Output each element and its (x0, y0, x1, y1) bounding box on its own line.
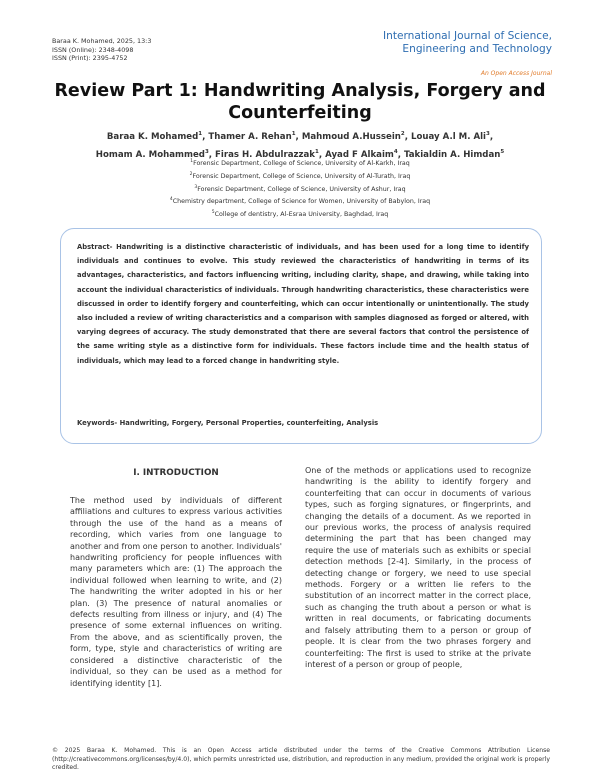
paper-title (40, 80, 560, 124)
issn-print: ISSN (Print): 2395-4752 (52, 54, 128, 63)
journal-name (383, 30, 552, 56)
affiliation: $^2$Forensic Department, College of Science, University of Al-Turath, Iraq (189, 171, 411, 180)
author: Mahmoud A.Hussein$^2$ (301, 131, 405, 142)
author: Louay A.l M. Ali$^3$ (411, 131, 490, 142)
journal-name-line1: International Journal of Science, (383, 30, 552, 42)
author: Takialdin A. Himdan$^5$ (403, 149, 505, 161)
issn-online: ISSN (Online): 2348-4098 (52, 45, 134, 54)
paper-title-line1: Review Part 1: Handwriting Analysis, Forgery and (54, 81, 546, 101)
author: Baraa K. Mohamed$^1$ (106, 131, 203, 142)
license-footer: © 2025 Baraa K. Mohamed. This is an Open Access article distributed under the terms of the Creative Commons Attribution License (http://creativecommons.org/licenses/by/4.0), which permits unrestricted use, distribution, and reproduction in any medium, provided the original work is properly credited. (52, 747, 550, 772)
author-list: Baraa K. Mohamed$^1$, Thamer A. Rehan$^1$, Mahmoud A.Hussein$^2$, Louay A.l M. Ali$^3$, Homam A. Mohammed$^3$, Firas H. Abdulrazzak$^1$, Ayad F Alkaim$^4$, Takialdin A. Himdan$^5$ (95, 131, 505, 161)
author: Ayad F Alkaim$^4$ (325, 149, 398, 161)
citation-block (52, 37, 151, 63)
affiliation: $^5$College of dentistry, Al-Esraa University, Baghdad, Iraq (211, 210, 389, 219)
affiliation: $^1$Forensic Department, College of Science, University of Al-Karkh, Iraq (190, 159, 410, 168)
author: Thamer A. Rehan$^1$ (208, 131, 296, 142)
intro-column-right: One of the methods or applications used to recognize handwriting is the ability to identify forgery and counterfeiting that can occur in documents of various types, such as forging signatures, or fingerprints, and changing the details of a document. As we reported in our previous works, the process of analysis required determining the part that has been changed may require the use of materials such as exhibits or special detection methods [2-4]. Similarly, in the process of detecting change or forgery, we need to use special methods. Forgery or a written lie refers to the substitution of an incorrect matter in the correct place, such as changing the truth about a person or what is written in real documents, or fabricating documents and falsely attributing them to a person or group of people. It is clear from the two phrases forgery and counterfeiting: The first is used to strike at the private interest of a person or group of people, (305, 466, 531, 669)
abstract-text: Abstract- Handwriting is a distinctive characteristic of individuals, and has been used for a long time to identify individuals and continues to evolve. This study reviewed the characteristics of handwriting in terms of its advantages, characteristics, and factors influencing writing, including clarity, shape, and drawing, while taking into account the individual characteristics of individuals. Through handwriting characteristics, these characteristics were discussed in order to identify forgery and counterfeiting, which can occur intentionally or unintentionally. The study also included a review of writing characteristics and a comparison with samples diagnosed as forged or altered, with varying degrees of accuracy. The study demonstrated that there are several factors that control the persistence of the same writing style as a distinctive form for individuals. These factors include time and the health status of individuals, which may lead to a forced change in handwriting style. (77, 243, 529, 365)
citation: Baraa K. Mohamed, 2025, 13:3 (52, 37, 152, 45)
paper-title-line2: Counterfeiting (228, 103, 372, 123)
keywords: Keywords- Handwriting, Forgery, Personal Properties, counterfeiting, Analysis (77, 419, 379, 427)
journal-name-line2: Engineering and Technology (402, 43, 552, 55)
affiliation-list (60, 157, 540, 221)
section-heading: I. INTRODUCTION (133, 468, 219, 478)
affiliation: $^3$Forensic Department, College of Science, University of Ashur, Iraq (194, 184, 406, 193)
affiliation: $^4$Chemistry department, College of Science for Women, University of Babylon, Iraq (169, 197, 431, 206)
author: Firas H. Abdulrazzak$^1$ (215, 149, 319, 161)
author: Homam A. Mohammed$^3$ (95, 149, 209, 161)
intro-column-left: The method used by individuals of different affiliations and cultures to express various activities through the use of the hand as a means of recording, which varies from one language to another and from one person to another. Individuals' handwriting proficiency for people influences with many parameters which are: (1) The approach the individual followed when learning to write, and (2) The handwriting the writer adopted in his or her plan. (3) The presence of natural anomalies or defects resulting from illness or injury, and (4) The presence of some external influences on writing. From the above, and as scientifically proven, the form, type, style and characteristics of writing are considered a distinctive characteristic of the individual, so they can be used as a method for identifying identity [1]. (70, 496, 282, 688)
open-access-label: An Open Access Journal (480, 70, 552, 77)
